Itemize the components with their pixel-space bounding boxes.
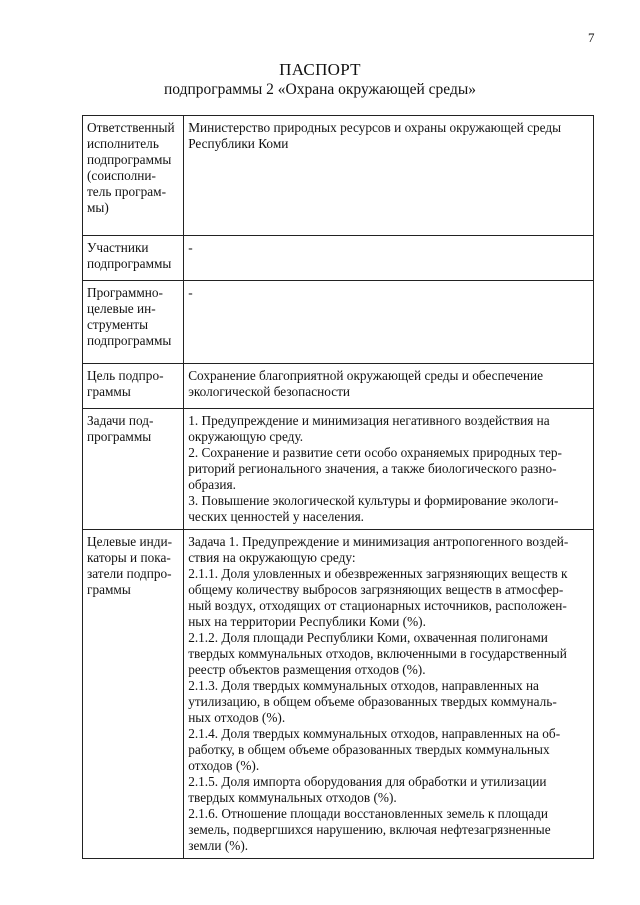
row-label <box>83 116 184 236</box>
value-line: земель, подвергшихся нарушению, включая нефтезагрязненные <box>188 822 551 837</box>
document-subtitle: подпрограммы 2 «Охрана окружающей среды» <box>163 81 477 98</box>
label-line: программы <box>87 429 152 444</box>
label-line: (соисполни- <box>87 168 156 183</box>
row-value <box>184 409 594 530</box>
value-line: твердых коммунальных отходов (%). <box>188 790 397 805</box>
value-line: 2.1.4. Доля твердых коммунальных отходов, направленных на об- <box>188 726 561 741</box>
value-line: 2.1.2. Доля площади Республики Коми, охваченная полигонами <box>188 630 548 645</box>
value-line: ческих ценностей у населения. <box>188 509 365 524</box>
value-line: 3. Повышение экологической культуры и формирование экологи- <box>188 493 559 508</box>
label-line: Целевые инди- <box>87 534 173 549</box>
value-line: Министерство природных ресурсов и охраны окружающей среды <box>188 120 562 135</box>
row-label <box>83 236 184 281</box>
row-label <box>83 281 184 364</box>
value-line: земли (%). <box>188 838 249 853</box>
table-row-tasks <box>83 409 594 530</box>
label-line: струменты <box>87 317 148 332</box>
table-row-responsible-executor <box>83 116 594 236</box>
table-row-program-instruments <box>83 281 594 364</box>
value-line: - <box>188 285 193 300</box>
row-value <box>184 236 594 281</box>
label-line: подпрограммы <box>87 152 172 167</box>
value-line: отходов (%). <box>188 758 260 773</box>
row-value <box>184 530 594 859</box>
row-value <box>184 281 594 364</box>
label-line: подпрограммы <box>87 256 172 271</box>
label-line: Программно- <box>87 285 163 300</box>
value-line: общему количеству выбросов загрязняющих веществ в атмосфер- <box>188 582 564 597</box>
row-label <box>83 364 184 409</box>
value-line: - <box>188 240 193 255</box>
value-line: риторий регионального значения, а также биологического разно- <box>188 461 557 476</box>
row-value <box>184 364 594 409</box>
value-line: окружающую среду. <box>188 429 304 444</box>
value-line: ных отходов (%). <box>188 710 286 725</box>
value-line: ствия на окружающую среду: <box>188 550 356 565</box>
row-label <box>83 530 184 859</box>
label-line: затели подпро- <box>87 566 172 581</box>
label-line: Ответственный <box>87 120 175 135</box>
value-line: образия. <box>188 477 236 492</box>
row-value <box>184 116 594 236</box>
label-line: каторы и пока- <box>87 550 171 565</box>
label-line: подпрограммы <box>87 333 172 348</box>
label-line: мы) <box>87 200 109 215</box>
value-line: 2.1.1. Доля уловленных и обезвреженных загрязняющих веществ к <box>188 566 568 581</box>
value-line: 2.1.6. Отношение площади восстановленных земель к площади <box>188 806 549 821</box>
value-line: 2.1.5. Доля импорта оборудования для обработки и утилизации <box>188 774 547 789</box>
table-row-participants <box>83 236 594 281</box>
value-line: Задача 1. Предупреждение и минимизация антропогенного воздей- <box>188 534 569 549</box>
label-line: Участники <box>87 240 149 255</box>
value-line: реестр объектов размещения отходов (%). <box>188 662 426 677</box>
passport-table <box>82 115 594 859</box>
value-line: Республики Коми <box>188 136 289 151</box>
label-line: граммы <box>87 582 131 597</box>
value-line: 2. Сохранение и развитие сети особо охраняемых природных тер- <box>188 445 562 460</box>
label-line: Цель подпро- <box>87 368 164 383</box>
value-line: 1. Предупреждение и минимизация негативного воздействия на <box>188 413 550 428</box>
value-line: утилизацию, в общем объеме образованных твердых коммуналь- <box>188 694 557 709</box>
label-line: Задачи под- <box>87 413 154 428</box>
label-line: целевые ин- <box>87 301 156 316</box>
row-label <box>83 409 184 530</box>
label-line: граммы <box>87 384 131 399</box>
document-title: ПАСПОРТ <box>279 60 361 79</box>
value-line: твердых коммунальных отходов, включенными в государственный <box>188 646 567 661</box>
value-line: ный воздух, отходящих от стационарных источников, расположен- <box>188 598 567 613</box>
value-line: Сохранение благоприятной окружающей среды и обеспечение <box>188 368 543 383</box>
label-line: исполнитель <box>87 136 159 151</box>
table-row-target-indicators <box>83 530 594 859</box>
value-line: работку, в общем объеме образованных твердых коммунальных <box>188 742 550 757</box>
value-line: ных на территории Республики Коми (%). <box>188 614 426 629</box>
value-line: 2.1.3. Доля твердых коммунальных отходов, направленных на <box>188 678 539 693</box>
page-number: 7 <box>588 30 595 45</box>
label-line: тель програм- <box>87 184 166 199</box>
value-line: экологической безопасности <box>188 384 351 399</box>
table-row-goal <box>83 364 594 409</box>
